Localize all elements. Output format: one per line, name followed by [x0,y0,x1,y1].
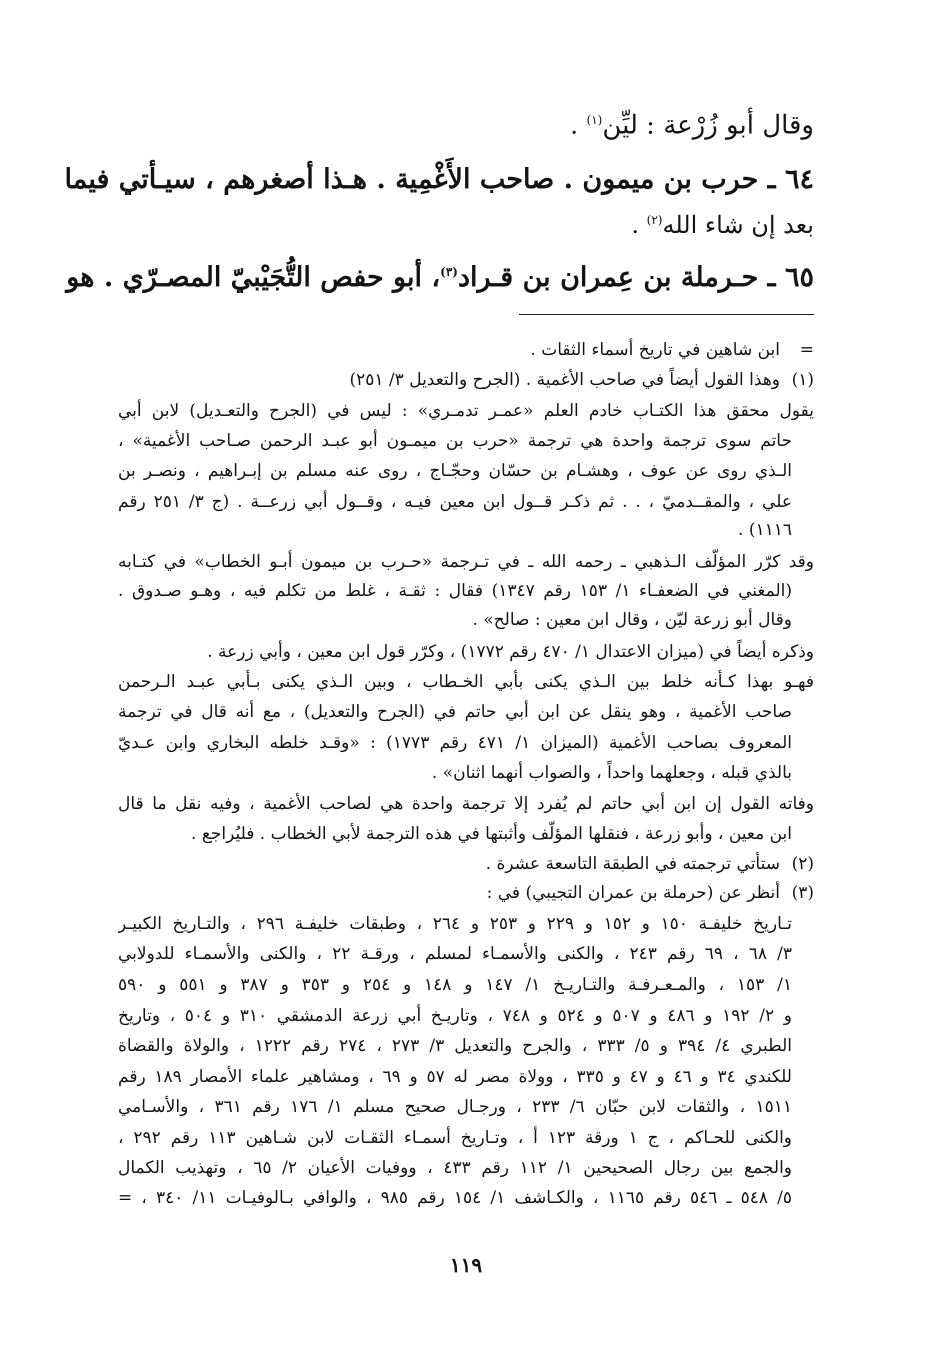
page-number: ١١٩ [449,1253,483,1277]
entry-65-text-b: ، أبو حفص التُّجَيْبيّ المصـرّي . هو [66,262,441,293]
footnote-text: المعروف بصاحب الأغمية (الميزان ١/ ٤٧١ رقم ١٧٧٣) : «وقـد خلطه البخاري وابن عـديّ [118,733,792,753]
entry-65-text-a: ٦٥ ـ حـرملة بن عِمران بن قـراد [457,262,814,293]
footnote-text: الطبري ٤/ ٣٩٤ و ٥/ ٣٣٣ ، والجرح والتعديل ٣/ ٢٧٣ ، ٢٧٤ رقم ١٢٢٢ ، والولاة والقضاة [118,1036,792,1056]
footnote-line [118,427,814,456]
line-end: . [631,211,647,239]
footnote-line [118,759,814,788]
footnote-line [118,668,814,697]
footnote-number: = [799,340,814,360]
footnote-line [118,1063,814,1092]
footnote-text: ٥/ ٥٤٨ ـ ٥٤٦ رقم ١١٦٥ ، والكـاشف ١/ ١٥٤ رقم ٩٨٥ ، والوافي بـالوفيـات ١١/ ٣٤٠ ، = [118,1188,792,1208]
main-line-text: وقال أبو زُرْعة : ليِّن [602,110,814,141]
footnote-text: صاحب الأغمية ، وهو ينقل عن ابن أبي حاتم في (الجرح والتعديل) ، مع أنه قال في ترجمة [118,702,792,722]
footnote-text: فهـو بهذا كـأنه خلط بين الـذي يكنى بأبي الخـطاب ، وبين الـذي يكنى بـأبي عبـد الـرحمن [118,672,814,692]
footnote-line [118,488,814,517]
footnote-text: وذكره أيضاً في (ميزان الاعتدال ١/ ٤٧٠ رقم ١٧٧٢) ، وكرّر قول ابن معين ، وأبي زرعة . [207,642,814,662]
footnote-marker: (١) [586,113,603,127]
footnote-text: للكندي ٣٤ و ٤٦ و ٤٧ و ٣٣٥ ، وولاة مصر له ٥٧ و ٦٩ ، ومشاهير علماء الأمصار ١٨٩ رقم [118,1067,792,1087]
footnote-text: بالذي قبله ، وجعلهما واحداً ، والصواب أنهما اثنان» . [431,763,792,783]
footnote-text: وقال أبو زرعة ليّن ، وقال ابن معين : صالح» . [472,610,792,630]
footnote-line [118,1124,814,1153]
footnote-text: (المغني في الضعفـاء ١/ ١٥٣ رقم ١٣٤٧) فقال : ثقـة ، غلط من تكلم فيه ، وهـو صـدوق . [118,581,792,601]
footnote-text: ابن شاهين في تاريخ أسماء الثقات . [530,340,780,360]
footnote-line [118,850,814,879]
footnote-line [118,1093,814,1122]
footnote-line [118,1002,814,1031]
main-text-line [631,200,814,245]
footnote-text: أنظر عن (حرملة بن عمران التجيبي) في : [486,883,780,903]
footnote-text: وقد كرّر المؤلّف الـذهبي ـ رحمه الله ـ في تـرجمة «حـرب بن ميمون أبـو الخطاب» في كتـابه [118,552,814,572]
footnote-text: والجمع بين رجال الصحيحين ١/ ١١٢ رقم ٤٣٣ ، ووفيات الأعيان ٢/ ٦٥ ، وتهذيب الكمال [118,1158,793,1178]
footnote-line [118,516,814,545]
footnote-line [118,1032,814,1061]
footnote-text: ستأتي ترجمته في الطبقة التاسعة عشرة . [485,854,780,874]
footnote-line [118,879,814,908]
footnote-line [118,366,814,395]
footnote-marker: (٢) [646,213,663,227]
footnote-line [118,971,814,1000]
footnote-line [118,457,814,486]
entry-65-heading [66,252,814,298]
footnote-text: حاتم سوى ترجمة واحدة هي ترجمة «حرب بن ميمـون أبو عبـد الرحمن صـاحب الأغمية» ، [118,431,792,451]
line-end: . [570,110,587,141]
footnote-line [118,698,814,727]
footnote-line [118,910,814,939]
footnote-text: الـذي روى عن عوف ، وهشـام بن حسّان وحجّـاج ، روى عنه مسلم بن إبـراهيم ، ونصـر بن [118,461,792,481]
footnote-line [118,548,814,577]
footnote-number: (١) [791,370,814,390]
footnote-number: (٢) [791,854,814,874]
main-text-line [570,100,814,146]
footnote-text: ١٥١١ ، والثقات لابن حبّان ٦/ ٢٣٣ ، ورجـال صحيح مسلم ١/ ١٧٦ رقم ٣٦١ ، والأسـامي [118,1097,793,1117]
footnote-number: (٣) [791,883,814,903]
footnote-text: ١/ ١٥٣ ، والمـعـرفـة والتـاريـخ ١/ ١٤٧ و ١٤٨ و ٢٥٤ و ٣٥٣ و ٣٨٧ و ٥٥١ و ٥٩٠ [118,975,792,995]
footnote-text: ١١١٦) . [738,520,792,540]
footnote-line [118,606,814,635]
footnote-text: ابن معين ، وأبو زرعة ، فنقلها المؤلّف وأثبتها في هذه الترجمة لأبي الخطاب . فليُراجع . [191,824,792,844]
footnote-text: يقول محقق هذا الكتـاب خادم العلم «عمـر تدمـري» : ليس في (الجرح والتعـديل) لابن أبي [118,401,814,421]
footnote-separator [519,314,814,315]
footnote-line [118,638,814,667]
footnote-line [118,790,814,819]
footnote-marker: (٣) [440,265,458,279]
footnote-line [118,577,814,606]
entry-64-heading [64,160,814,200]
footnote-line [118,336,814,365]
footnote-text: ٣/ ٦٨ ، ٦٩ رقم ٢٤٣ ، والكنى والأسمـاء لمسلم ، ورقـة ٢٢ ، والكنى والأسمـاء للدولابي [118,944,792,964]
footnote-line [118,820,814,849]
footnote-text: علي ، والمقــدميّ ، . . ثم ذكـر قــول ابن معين فيـه ، وقــول أبي زرعــة . (ج ٣/ ٢٥١ رقم [118,492,793,512]
footnote-line [118,1154,814,1183]
footnote-line [118,1184,814,1213]
footnote-text: و ٢/ ١٩٢ و ٤٨٦ و ٥٠٧ و ٥٢٤ و ٧٤٨ ، وتاريـخ أبي زرعة الدمشقي ٣١٠ و ٥٠٤ ، وتاريخ [118,1006,792,1026]
footnote-text: والكنى للحـاكم ، ج ١ ورقة ١٢٣ أ ، وتـاريخ أسمـاء الثقـات لابن شـاهين ١١٣ رقم ٢٩٢ ، [118,1128,793,1148]
footnote-line [118,940,814,969]
footnote-text: وفاته القول إن ابن أبي حاتم لم يُفرد إلا ترجمة واحدة هي لصاحب الأغمية ، وفيه نقل ما قال [118,794,814,814]
footnote-line [118,729,814,758]
entry-64-text: ٦٤ ـ حرب بن ميمون . صاحب الأَغْمِية . هـذا أصغرهم ، سيـأتي فيما [64,164,814,195]
main-line-text: بعد إن شاء الله [662,211,814,239]
footnote-line [118,397,814,426]
footnote-text: وهذا القول أيضاً في صاحب الأغمية . (الجرح والتعديل ٣/ ٢٥١) [349,370,780,390]
footnote-text: تـاريخ خليفـة ١٥٠ و ١٥٢ و ٢٢٩ و ٢٥٣ و ٢٦٤ ، وطبقات خليفـة ٢٩٦ ، والتـاريخ الكبيـر [118,914,792,934]
